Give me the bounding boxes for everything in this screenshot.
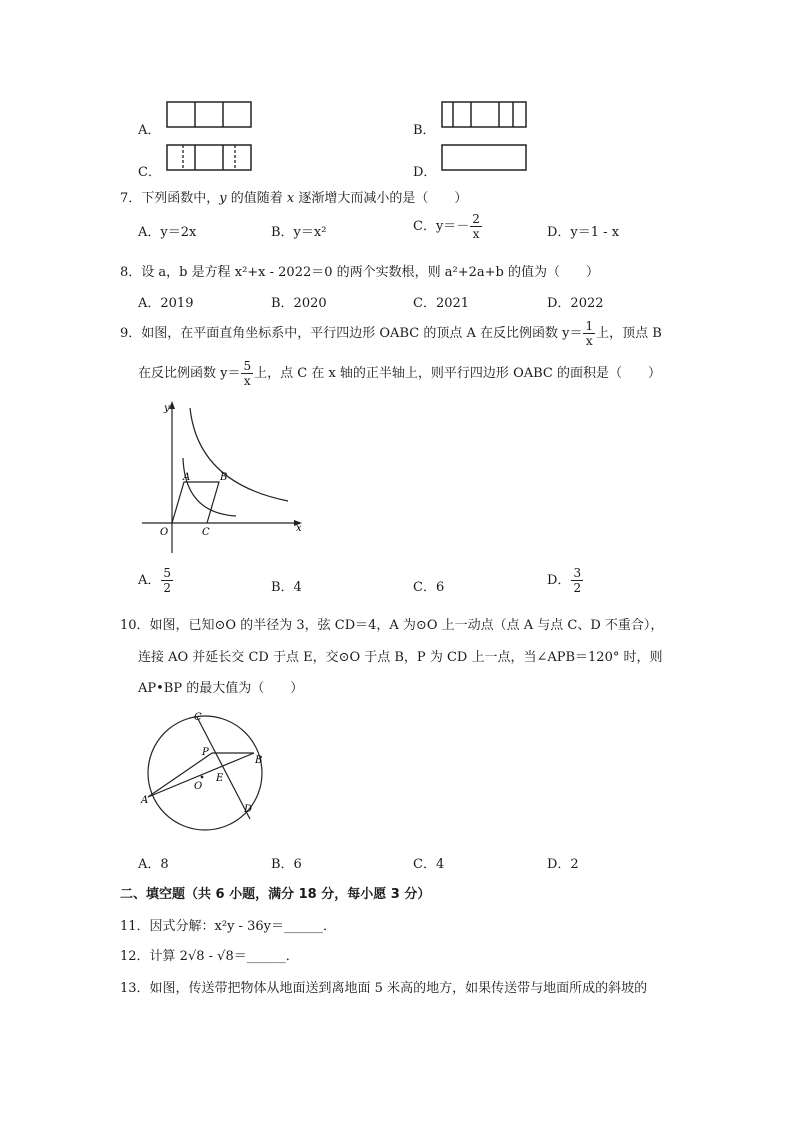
q11-stem: 11．因式分解：x²y - 36y＝______． — [120, 919, 336, 934]
q9-stem-line2: 在反比例函数 y＝ $\frac{5}{x}$ 上，点 C 在 x 轴的正半轴上，则平行四边形 OABC 的面积是（ ） — [138, 359, 661, 388]
q10-option-d: D．2 — [547, 857, 579, 872]
q10-circle-figure — [140, 708, 272, 840]
q6-option-b-figure — [441, 101, 527, 129]
q8-stem: 8．设 a，b 是方程 x²+x - 2022＝0 的两个实数根，则 a²+2a+b 的值为（ ） — [120, 265, 600, 280]
q10-point-o-label: O — [194, 781, 203, 792]
q9-option-b: B．4 — [271, 580, 302, 595]
q10-point-e-label: E — [216, 773, 224, 784]
q6-option-d-figure — [441, 144, 527, 172]
q9-point-o-label: O — [160, 527, 169, 538]
q8-option-d: D．2022 — [547, 296, 604, 311]
q9-point-a-label: A — [183, 472, 191, 483]
q6-option-d-label: D． — [413, 165, 437, 180]
q7-option-c: C．y＝－ $\frac{2}{x}$ — [413, 212, 480, 241]
q9-option-d: D． $\frac{3}{2}$ — [547, 566, 582, 595]
q7-stem: 7．下列函数中，y 的值随着 x 逐渐增大而减小的是（ ） — [120, 191, 468, 206]
q8-option-a: A．2019 — [138, 296, 194, 311]
q10-option-c: C．4 — [413, 857, 445, 872]
q10-point-p-label: P — [202, 747, 209, 758]
q9-option-a: A． $\frac{5}{2}$ — [138, 566, 172, 595]
q10-point-d-label: D — [244, 804, 253, 815]
q6-option-c-figure — [166, 144, 252, 172]
q8-option-c: C．2021 — [413, 296, 470, 311]
q6-option-a-label: A． — [138, 123, 161, 138]
section-heading-fill-in: 二、填空题（共 6 小题，满分 18 分，每小愿 3 分） — [120, 887, 431, 902]
q8-option-b: B．2020 — [271, 296, 327, 311]
q9-option-c: C．6 — [413, 580, 445, 595]
q9-stem-line1: 9．如图，在平面直角坐标系中，平行四边形 OABC 的顶点 A 在反比例函数 y＝ $\frac{1}{x}$ 上，顶点 B — [120, 319, 662, 348]
q10-point-b-label: B — [255, 755, 263, 766]
q6-option-c-label: C． — [138, 165, 161, 180]
q6-option-a-figure — [166, 101, 252, 129]
q7-option-a: A．y＝2x — [138, 225, 197, 240]
q10-stem-line2: 连接 AO 并延长交 CD 于点 E，交⊙O 于点 B，P 为 CD 上一点，当∠APB＝120° 时，则 — [138, 650, 663, 665]
q10-option-a: A．8 — [138, 857, 169, 872]
q10-point-c-label: C — [194, 712, 202, 723]
q9-point-c-label: C — [202, 527, 210, 538]
q10-stem-line3: AP•BP 的最大值为（ ） — [138, 681, 304, 696]
q9-point-b-label: B — [220, 472, 228, 483]
q7-option-d: D．y＝1 - x — [547, 225, 620, 240]
q7-option-b: B．y＝x² — [271, 225, 327, 240]
q12-stem: 12．计算 2√8 - √8＝______． — [120, 949, 299, 964]
q10-point-a-label: A — [141, 795, 149, 806]
q10-option-b: B．6 — [271, 857, 302, 872]
q9-axis-y-label: y — [164, 403, 170, 414]
q10-stem-line1: 10．如图，已知⊙O 的半径为 3，弦 CD＝4，A 为⊙O 上一动点（点 A 与点 C、D 不重合）， — [120, 618, 664, 633]
q6-option-b-label: B． — [413, 123, 436, 138]
q13-stem: 13．如图，传送带把物体从地面送到离地面 5 米高的地方，如果传送带与地面所成的斜坡的 — [120, 981, 648, 996]
q9-coordinate-figure — [138, 398, 310, 556]
q9-axis-x-label: x — [296, 523, 302, 534]
